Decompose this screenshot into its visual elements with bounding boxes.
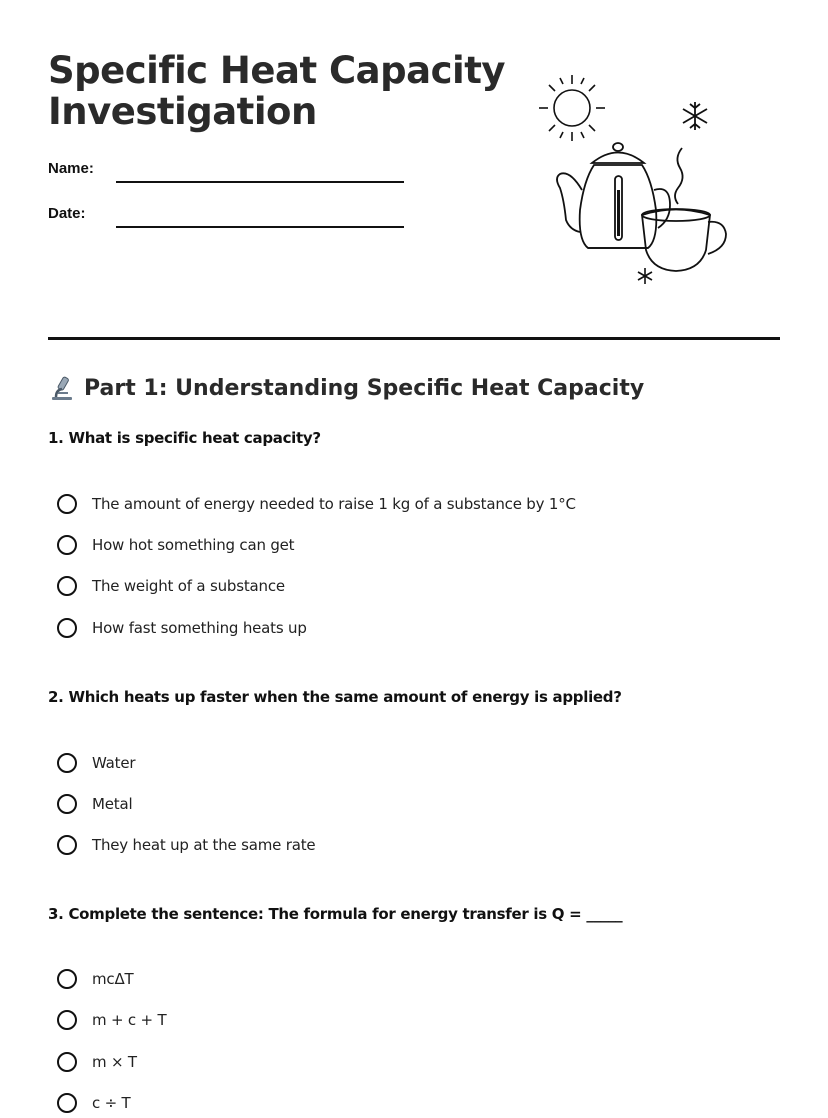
radio-button[interactable] — [57, 494, 77, 514]
question-1: 1. What is specific heat capacity? — [48, 429, 321, 447]
small-snowflake-icon — [638, 268, 652, 284]
sun-icon — [539, 75, 605, 141]
name-field[interactable] — [48, 160, 94, 177]
radio-button[interactable] — [57, 794, 77, 814]
question-3: 3. Complete the sentence: The formula for energy transfer is Q = _____ — [48, 905, 623, 923]
date-field[interactable] — [48, 205, 86, 222]
microscope-icon — [48, 374, 76, 402]
steaming-cup-icon — [642, 148, 726, 271]
option-label: How hot something can get — [92, 536, 295, 554]
q2-option-2[interactable] — [57, 792, 132, 816]
radio-button[interactable] — [57, 535, 77, 555]
thermometer-icon — [615, 176, 622, 240]
radio-button[interactable] — [57, 1010, 77, 1030]
radio-button[interactable] — [57, 835, 77, 855]
snowflake-icon — [683, 102, 707, 130]
radio-button[interactable] — [57, 1093, 77, 1113]
radio-button[interactable] — [57, 969, 77, 989]
q2-option-1[interactable] — [57, 751, 135, 775]
q1-option-2[interactable] — [57, 533, 294, 557]
radio-button[interactable] — [57, 576, 77, 596]
q3-option-2[interactable] — [57, 1008, 166, 1032]
question-2: 2. Which heats up faster when the same amount of energy is applied? — [48, 688, 622, 706]
title-line-2: Investigation — [48, 90, 317, 133]
radio-button[interactable] — [57, 753, 77, 773]
date-line[interactable] — [116, 226, 404, 228]
q3-option-1[interactable] — [57, 967, 133, 991]
option-label: The amount of energy needed to raise 1 kg of a substance by 1°C — [92, 495, 576, 513]
teapot-icon — [557, 143, 670, 248]
option-label: Water — [92, 754, 136, 772]
q3-option-4[interactable] — [57, 1091, 131, 1115]
radio-button[interactable] — [57, 1052, 77, 1072]
option-label: The weight of a substance — [92, 577, 285, 595]
part1-title: Part 1: Understanding Specific Heat Capacity — [84, 375, 645, 401]
option-label: Metal — [92, 795, 133, 813]
title-line-1: Specific Heat Capacity — [48, 49, 506, 92]
q1-option-3[interactable] — [57, 574, 285, 598]
date-label: Date: — [48, 205, 86, 222]
option-label: c ÷ T — [92, 1094, 131, 1112]
option-label: m + c + T — [92, 1011, 167, 1029]
name-line[interactable] — [116, 181, 404, 183]
worksheet-title — [48, 50, 518, 132]
section-divider — [48, 337, 780, 340]
q1-option-1[interactable] — [57, 492, 576, 516]
q2-option-3[interactable] — [57, 833, 315, 857]
option-label: mcΔT — [92, 970, 134, 988]
radio-button[interactable] — [57, 618, 77, 638]
part1-heading — [48, 374, 644, 402]
name-label: Name: — [48, 160, 94, 177]
option-label: How fast something heats up — [92, 619, 307, 637]
option-label: m × T — [92, 1053, 137, 1071]
q3-option-3[interactable] — [57, 1050, 137, 1074]
heat-illustration — [530, 70, 750, 290]
q1-option-4[interactable] — [57, 616, 307, 640]
option-label: They heat up at the same rate — [92, 836, 316, 854]
